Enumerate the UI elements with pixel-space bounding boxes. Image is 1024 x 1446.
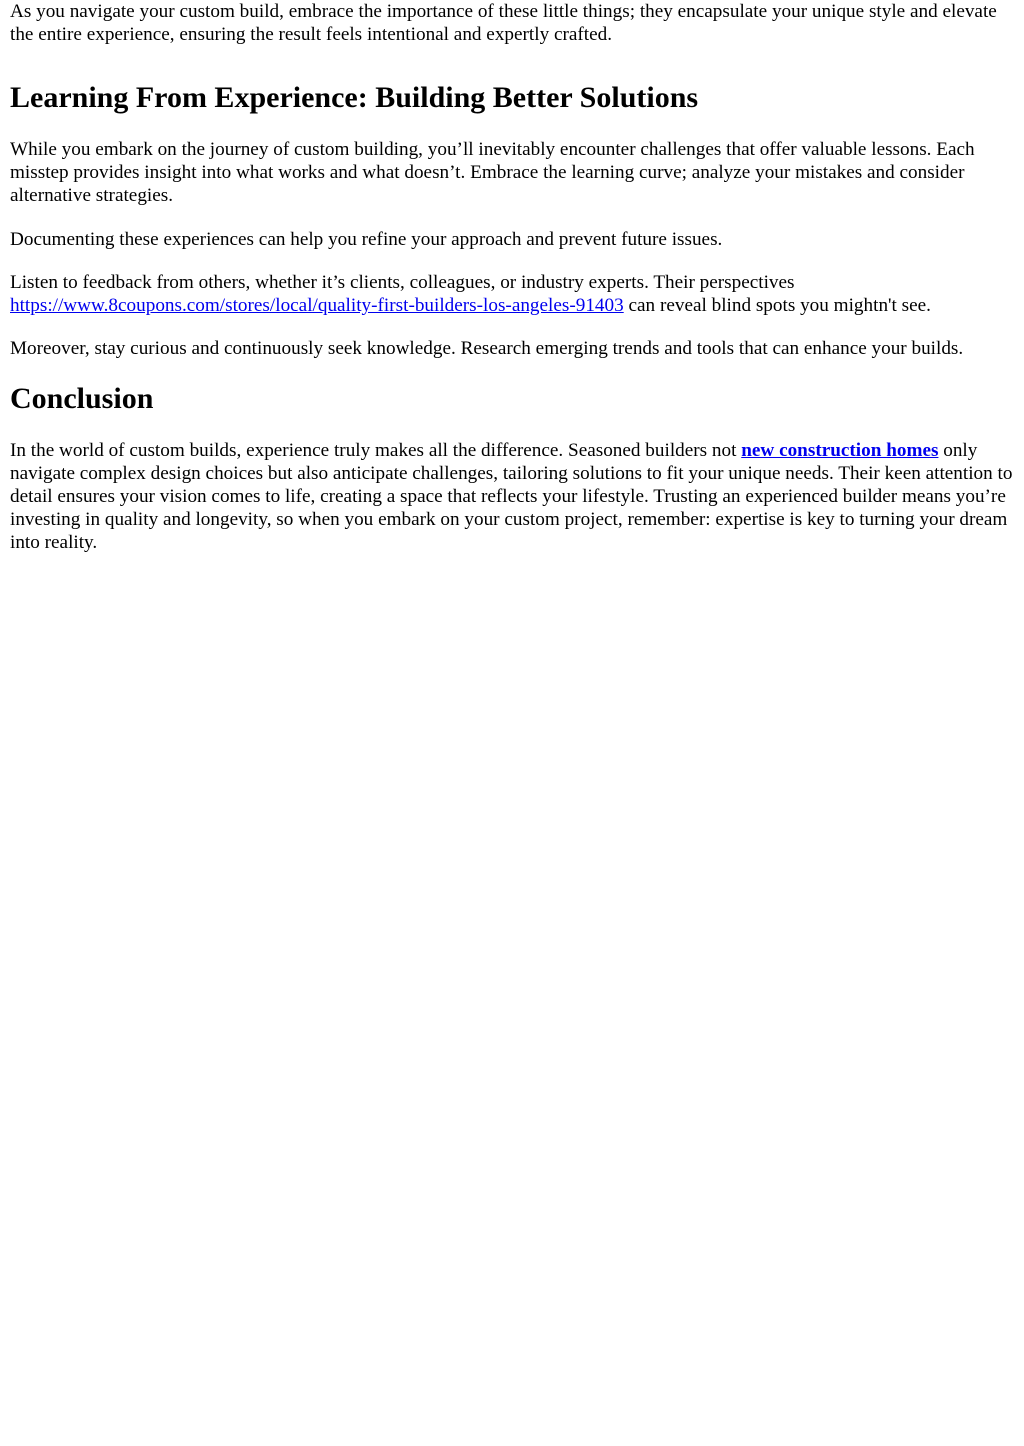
conclusion-paragraph — [10, 439, 1014, 554]
learning-paragraph-feedback — [10, 271, 1014, 317]
feedback-text-before: Listen to feedback from others, whether it’s clients, colleagues, or industry experts. Their perspectives — [10, 272, 795, 293]
quality-first-builders-link[interactable]: https://www.8coupons.com/stores/local/quality-first-builders-los-angeles-91403 — [10, 295, 624, 316]
learning-heading: Learning From Experience: Building Better Solutions — [10, 81, 699, 114]
feedback-text-after: can reveal blind spots you mightn't see. — [623, 295, 931, 316]
new-construction-homes-link[interactable]: new construction homes — [741, 440, 939, 461]
learning-paragraph-challenges: While you embark on the journey of custom building, you’ll inevitably encounter challenges that offer valuable lessons. Each misstep provides insight into what works and what doesn’t. Embrace the learning curve; analyze your mistakes and consider alternative strategies. — [10, 139, 975, 206]
intro-paragraph: As you navigate your custom build, embrace the importance of these little things; they encapsulate your unique style and elevate the entire experience, ensuring the result feels intentional and expertly crafted. — [10, 1, 997, 45]
learning-paragraph-curious: Moreover, stay curious and continuously seek knowledge. Research emerging trends and tools that can enhance your builds. — [10, 338, 964, 359]
article-body — [0, 0, 1024, 554]
learning-paragraph-documenting: Documenting these experiences can help you refine your approach and prevent future issues. — [10, 229, 723, 250]
conclusion-text-after: only navigate complex design choices but also anticipate challenges, tailoring solutions to fit your unique needs. Their keen attention to detail ensures your vision comes to life, creating a space that reflects your lifestyle. Trusting an experienced builder means you’re investing in quality and longevity, so when you embark on your custom project, remember: expertise is key to turning your dream into reality. — [10, 440, 1013, 553]
conclusion-text-before: In the world of custom builds, experience truly makes all the difference. Seasoned builders not — [10, 440, 742, 461]
conclusion-heading: Conclusion — [10, 382, 154, 415]
